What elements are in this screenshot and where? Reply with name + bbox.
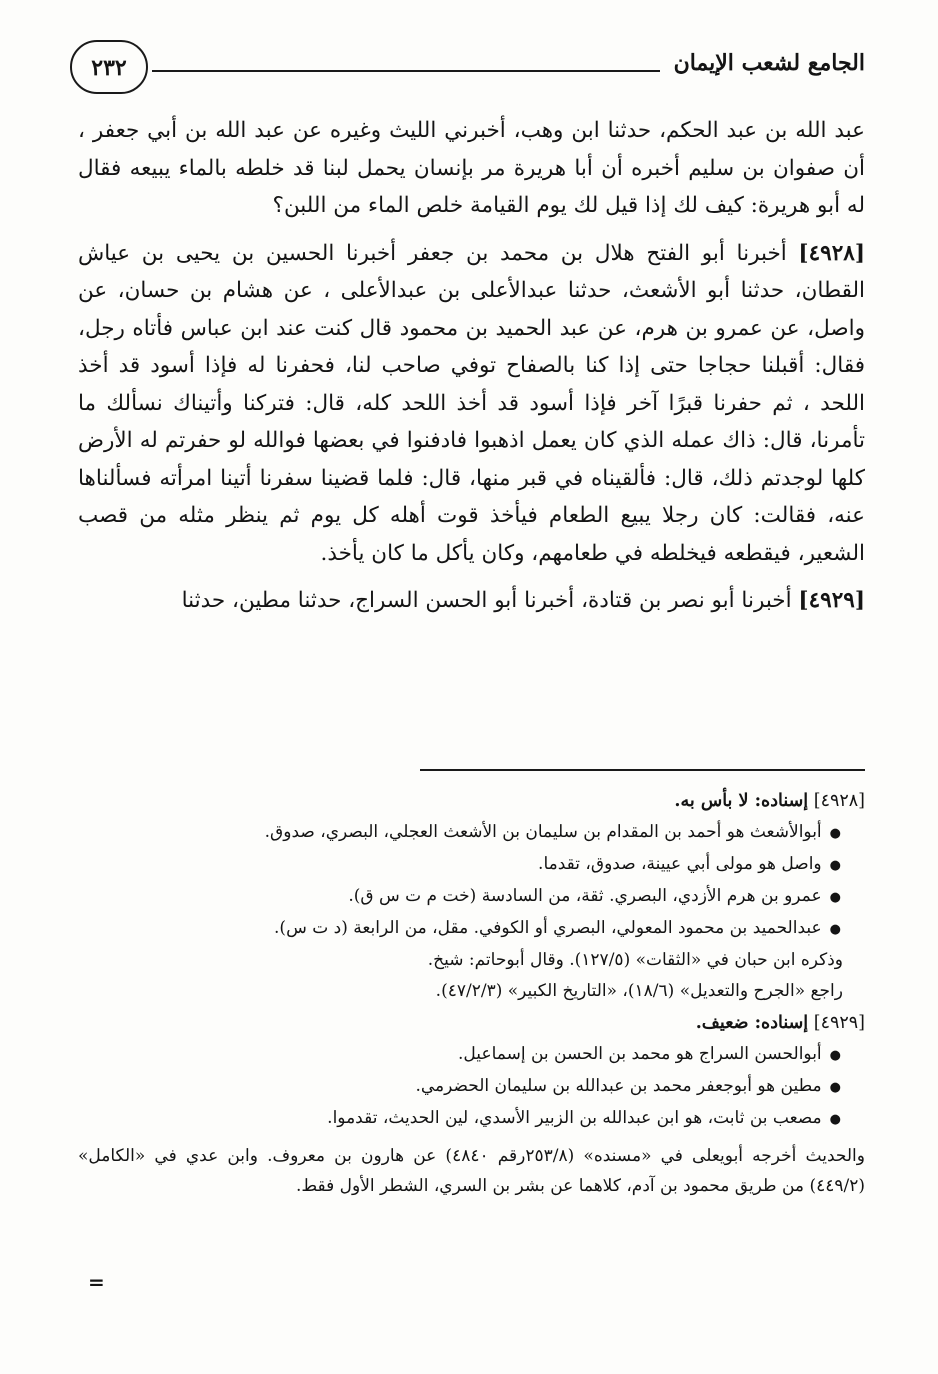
hadith-number: [٤٩٢٩] — [798, 588, 865, 613]
list-item: ●عبدالحميد بن محمود المعولي، البصري أو الكوفي. مقل، من الرابعة (د ت س). — [274, 918, 841, 938]
bullet-icon: ● — [829, 1080, 841, 1095]
footnote-list-4929 — [78, 1039, 865, 1135]
page-number: ٢٣٢ — [70, 40, 148, 94]
hadith-4928 — [78, 235, 865, 573]
footnote-heading-4928 — [78, 785, 865, 817]
hadith-number: [٤٩٢٨] — [798, 240, 865, 266]
list-item: ●أبوالأشعث هو أحمد بن المقدام بن سليمان بن الأشعث العجلي، البصري، صدوق. — [264, 822, 841, 842]
bullet-icon: ● — [829, 1048, 841, 1063]
list-item: ●مصعب بن ثابت، هو ابن عبدالله بن الزبير الأسدي، لين الحديث، تقدموا. — [327, 1108, 841, 1128]
paragraph-continuation: عبد الله بن عبد الحكم، حدثنا ابن وهب، أخبرني الليث وغيره عن عبد الله بن أبي جعفر ، أن صفوان بن سليم أخبره أن أبا هريرة مر بإنسان يحمل لبنا قد خلطه بالماء يبيعه فقال له أبو هريرة: كيف لك إذا قيل لك يوم القيامة خلص الماء من اللبن؟ — [78, 118, 865, 218]
hadith-4929 — [78, 582, 865, 620]
list-item: ●واصل هو مولى أبي عيينة، صدوق، تقدما. — [538, 854, 841, 874]
hadith-text: أخبرنا أبو نصر بن قتادة، أخبرنا أبو الحسن السراج، حدثنا مطين، حدثنا — [181, 588, 792, 613]
footnotes — [78, 785, 865, 1201]
footnote-number: [٤٩٢٩] — [813, 1013, 865, 1033]
bullet-icon: ● — [829, 858, 841, 873]
running-title: الجامع لشعب الإيمان — [673, 50, 865, 76]
page-header — [70, 40, 865, 98]
footnote-reference: راجع «الجرح والتعديل» (١٨/٦)، «التاريخ الكبير» (٤٧/٢/٣). — [435, 981, 843, 1001]
footnote-number: [٤٩٢٨] — [813, 791, 865, 811]
footnote-rule — [420, 769, 865, 771]
footnote-list-4928 — [78, 817, 865, 945]
footnote-label: إسناده: لا بأس به. — [674, 791, 809, 811]
list-item: ●عمرو بن هرم الأزدي، البصري. ثقة، من السادسة (خت م ت س ق). — [348, 886, 841, 906]
continuation-mark: = — [88, 1270, 105, 1294]
bullet-icon: ● — [829, 922, 841, 937]
hadith-text: أخبرنا أبو الفتح هلال بن محمد بن جعفر أخبرنا الحسين بن يحيى بن عياش القطان، حدثنا أبو الأشعث، حدثنا عبدالأعلى بن عبدالأعلى ، عن هشام بن حسان، عن واصل، عن عمرو بن هرم، عن عبد الحميد بن محمود قال كنت عند ابن عباس فأتاه رجل، فقال: أقبلنا حجاجا حتى إذا كنا بالصفاح توفي صاحب لنا، فحفرنا له فإذا أسود قد أخذ اللحد ، ثم حفرنا قبرًا آخر فإذا أسود قد أخذ اللحد كله، قال: فتركنا وأتيناك نسألك ما تأمرنا، قال: ذاك عمله الذي كان يعمل اذهبوا فادفنوا في بعضها فوالله لو حفرتم له الأرض كلها لوجدتم ذلك، قال: فألقيناه في قبر منها، قال: فلما قضينا سفرنا أتينا امرأته فسألناها عنه، فقالت: كان رجلا يبيع الطعام فيأخذ قوت أهله كل يوم ثم ينظر مثله من قصب الشعير، فيقطعه فيخلطه في طعامهم، وكان يأكل ما كان يأخذ. — [78, 240, 865, 566]
footnote-paragraph: والحديث أخرجه أبويعلى في «مسنده» (٢٥٣/٨رقم ٤٨٤٠) عن هارون بن معروف. وابن عدي في «الكامل» (٤٤٩/٢) من طريق محمود بن آدم، كلاهما عن بشر بن السري، الشطر الأول فقط. — [78, 1146, 865, 1196]
list-item: ●مطين هو أبوجعفر محمد بن عبدالله بن سليمان الحضرمي. — [415, 1076, 841, 1096]
bullet-icon: ● — [829, 890, 841, 905]
header-rule — [152, 70, 660, 72]
main-text — [78, 112, 865, 630]
bullet-icon: ● — [829, 826, 841, 841]
footnote-note: وذكره ابن حبان في «الثقات» (١٢٧/٥). وقال أبوحاتم: شيخ. — [427, 950, 843, 970]
list-item: ●أبوالحسن السراج هو محمد بن الحسن بن إسماعيل. — [458, 1044, 841, 1064]
bullet-icon: ● — [829, 1112, 841, 1127]
footnote-heading-4929 — [78, 1007, 865, 1039]
footnote-label: إسناده: ضعيف. — [695, 1013, 809, 1033]
